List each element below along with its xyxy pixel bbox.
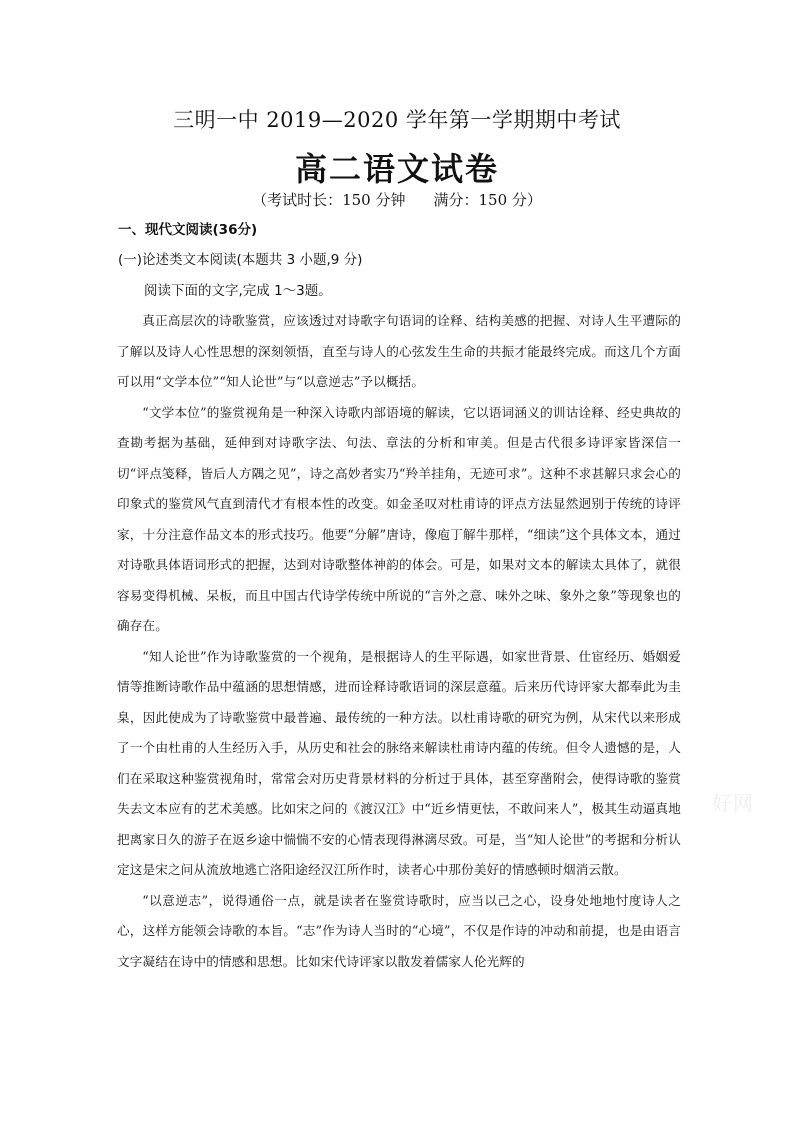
article-paragraph: “知人论世”作为诗歌鉴赏的一个视角，是根据诗人的生平际遇，如家世背景、仕宦经历、婚姻爱情等推断诗歌作品中蕴涵的思想情感，进而诠释诗歌语词的深层意蕴。后来历代诗评家大都奉此为圭臬，因此使成为了诗歌鉴赏中最普遍、最传统的一种方法。以杜甫诗歌的研究为例，从宋代以来形成了一个由杜甫的人生经历入手，从历史和社会的脉络来解读杜甫诗内蕴的传统。但令人遗憾的是，人们在采取这种鉴赏视角时，常常会对历史背景材料的分析过于具体，甚至穿凿附会，使得诗歌的鉴赏失去文本应有的艺术美感。比如宋之问的《渡汉江》中“近乡情更怯，不敢问来人”，极其生动逼真地把离家日久的游子在返乡途中惴惴不安的心情表现得淋漓尽致。可是，当“知人论世”的考据和分析认定这是宋之问从流放地逃亡洛阳途经汉江所作时，读者心中那份美好的情感顿时烟消云散。 [117,648,681,877]
article-body [117,306,681,977]
exam-info [0,189,794,210]
article-paragraph: “以意逆志”，说得通俗一点，就是读者在鉴赏诗歌时，应当以己之心，设身处地地忖度诗人之心，这样方能领会诗歌的本旨。“志”作为诗人当时的“心境”，不仅是作诗的冲动和前提，也是由语言文字凝结在诗中的情感和思想。比如宋代诗评家以散发着儒家人伦光辉的 [117,892,681,969]
exam-title: 三明一中 2019—2020 学年第一学期期中考试 [173,108,621,132]
section-heading: 一、现代文阅读(36分) [118,222,258,238]
subsection-heading: (一)论述类文本阅读(本题共 3 小题,9 分) [118,252,363,268]
paper-title: 高二语文试卷 [294,150,499,188]
watermark: 好网 [712,791,754,815]
exam-score: 满分：150 分） [433,191,542,209]
reading-instruction: 阅读下面的文字,完成 1～3题。 [144,283,332,299]
exam-duration: （考试时长：150 分钟 [252,191,406,209]
article-paragraph: “文学本位”的鉴赏视角是一种深入诗歌内部语境的解读，它以语词涵义的训诂诠释、经史典故的查勘考据为基础，延伸到对诗歌字法、句法、章法的分析和审美。但是古代很多诗评家皆深信一切“评点笺释，皆后人方隅之见”，诗之高妙者实乃“羚羊挂角，无迹可求”。这种不求甚解只求会心的印象式的鉴赏风气直到清代才有根本性的改变。如金圣叹对杜甫诗的评点方法显然迥别于传统的诗评家，十分注意作品文本的形式技巧。他要“分解”唐诗，像庖丁解牛那样，“细读”这个具体文本，通过对诗歌具体语词形式的把握，达到对诗歌整体神韵的体会。可是，如果对文本的解读太具体了，就很容易变得机械、呆板，而且中国古代诗学传统中所说的“言外之意、味外之味、象外之象”等现象也的确存在。 [117,404,681,633]
article-paragraph: 真正高层次的诗歌鉴赏，应该透过对诗歌字句语词的诠释、结构美感的把握、对诗人生平遭际的了解以及诗人心性思想的深刻领悟，直至与诗人的心弦发生生命的共振才能最终完成。而这几个方面可以用“文学本位”“知人论世”与“以意逆志”予以概括。 [117,313,681,389]
